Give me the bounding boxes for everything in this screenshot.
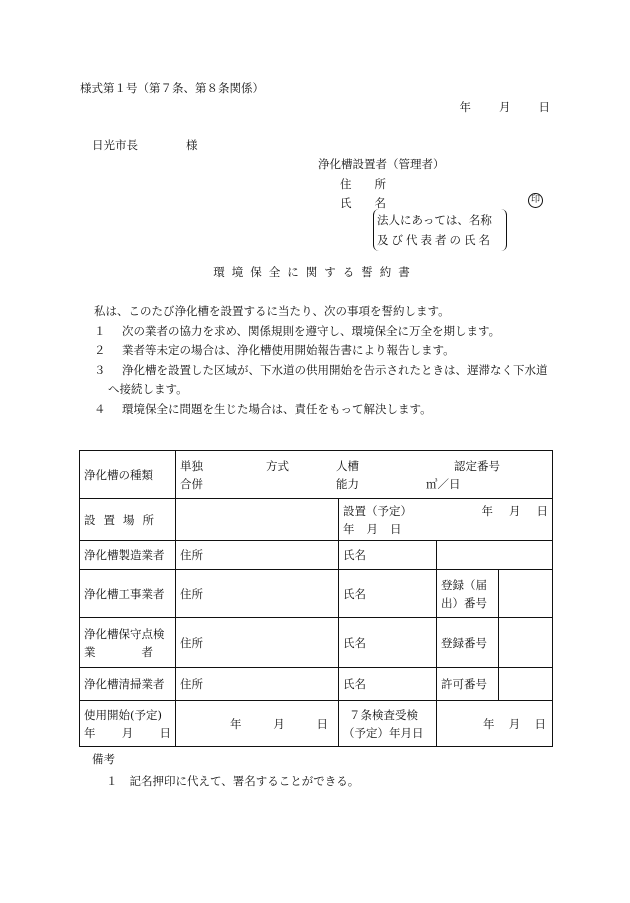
pledge-body xyxy=(80,302,555,419)
applicant-name-label: 氏 名 xyxy=(340,196,386,210)
maker-address: 住所 xyxy=(176,541,339,570)
pledge-intro: 私は、このたび浄化槽を設置するに当たり、次の事項を誓約します。 xyxy=(94,304,450,318)
table-row xyxy=(80,499,553,541)
pledge-item: ３ 浄化槽を設置した区域が、下水道の供用開始を告示されたときは、遅滞なく下水道へ接続します。 xyxy=(94,362,548,396)
tank-type-label: 浄化槽の種類 xyxy=(80,451,176,499)
corporate-note-line2: 及び代表者の氏名 xyxy=(377,233,493,247)
submission-date xyxy=(460,99,551,115)
maker-label: 浄化槽製造業者 xyxy=(80,541,176,570)
note-item: １ 記名押印に代えて、署名することができる。 xyxy=(106,774,360,788)
builder-name: 氏名 xyxy=(339,570,437,618)
pledge-item: ４ 環境保全に問題を生じた場合は、責任をもって解決します。 xyxy=(94,401,432,416)
maintenance-address: 住所 xyxy=(176,618,339,668)
builder-reg-value xyxy=(499,570,553,618)
install-place-label: 設置場所 xyxy=(80,499,176,541)
corporate-note-line1: 法人にあっては、名称 xyxy=(377,213,492,227)
builder-label: 浄化槽工事業者 xyxy=(80,570,176,618)
pledge-item: ２ 業者等未定の場合は、浄化槽使用開始報告書により報告します。 xyxy=(94,343,455,357)
maker-name: 氏名 xyxy=(339,541,437,570)
start-date-value: 年 月 日 xyxy=(176,701,339,747)
maker-extra xyxy=(437,541,553,570)
builder-address: 住所 xyxy=(176,570,339,618)
cleaning-permit-value xyxy=(499,668,553,701)
table-row xyxy=(80,701,553,747)
start-date-label: 使用開始(予定) 年 月 日 xyxy=(80,701,176,747)
table-row xyxy=(80,570,553,618)
cleaning-address: 住所 xyxy=(176,668,339,701)
contractor-table xyxy=(79,450,553,747)
tank-type-cell: 単独 方式 人槽 認定番号 合併 能力 ㎥／日 xyxy=(176,451,553,499)
addressee xyxy=(92,137,198,153)
maintenance-label: 浄化槽保守点検 業 者 xyxy=(80,618,176,668)
addressee-name: 日光市長 xyxy=(92,138,138,152)
table-row xyxy=(80,668,553,701)
maintenance-reg-label: 登録番号 xyxy=(437,618,499,668)
notes-heading: 備考 xyxy=(92,752,115,766)
date-month: 月 xyxy=(499,100,511,114)
cleaning-label: 浄化槽清掃業者 xyxy=(80,668,176,701)
document-title: 環境保全に関する誓約書 xyxy=(213,265,417,279)
pledge-item: １ 次の業者の協力を求め、関係規則を遵守し、環境保全に万全を期します。 xyxy=(94,323,501,338)
date-day: 日 xyxy=(538,100,550,114)
inspection-date-value: 年 月 日 xyxy=(437,701,553,747)
seal-mark: 印 xyxy=(528,193,543,208)
cleaning-permit-label: 許可番号 xyxy=(437,668,499,701)
date-year: 年 xyxy=(459,100,471,114)
form-number: 様式第１号（第７条、第８条関係） xyxy=(80,81,264,95)
addressee-honorific: 様 xyxy=(186,138,198,152)
cleaning-name: 氏名 xyxy=(339,668,437,701)
inspection-label: ７条検査受検 （予定）年月日 xyxy=(339,701,437,747)
corporate-note xyxy=(373,209,507,251)
builder-reg-label: 登録（届 出）番号 xyxy=(437,570,499,618)
install-place-value xyxy=(176,499,339,541)
install-date-cell: 設置（予定） 年 月 日 年 月 日 xyxy=(339,499,553,541)
table-row xyxy=(80,618,553,668)
table-row xyxy=(80,541,553,570)
applicant-title: 浄化槽設置者（管理者） xyxy=(318,157,445,171)
applicant-address-label: 住 所 xyxy=(340,177,386,191)
table-row xyxy=(80,451,553,499)
maintenance-reg-value xyxy=(499,618,553,668)
maintenance-name: 氏名 xyxy=(339,618,437,668)
